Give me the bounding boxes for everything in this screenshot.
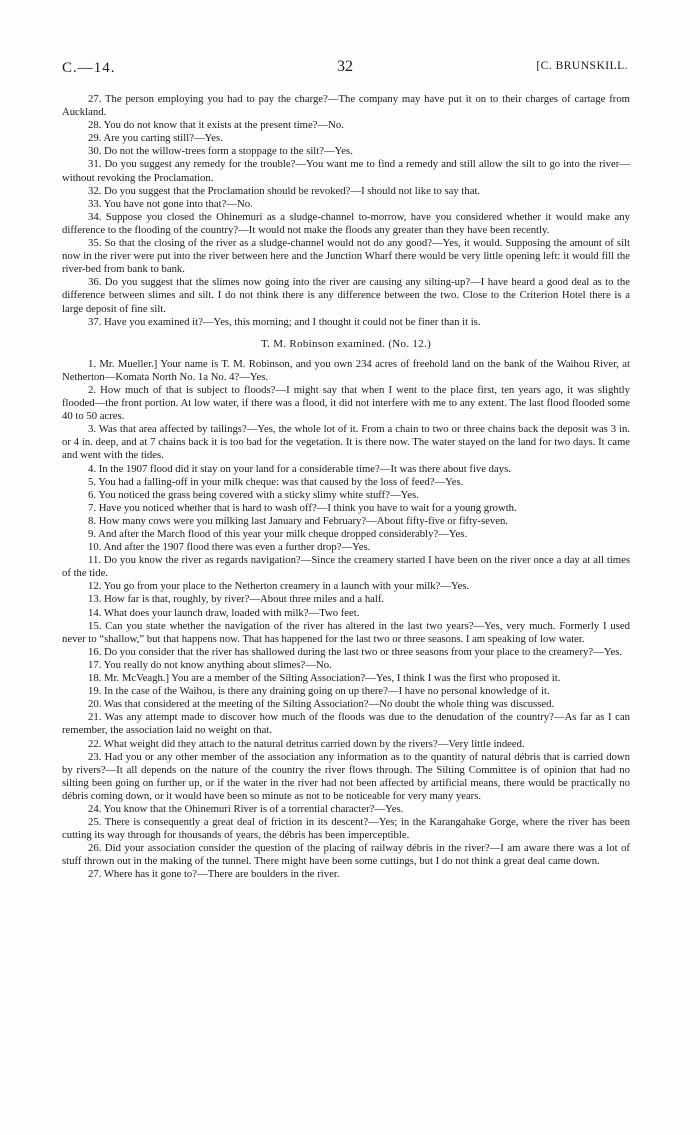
paragraph: 3. Was that area affected by tailings?—Yes, the whole lot of it. From a chain to two or three chains back the deposit was 3 in. or 4 in. deep, and at 7 chains back it is too bad for the vegetation. It is there now. The water stayed on the land for two days. It came and went with the tides.	[62, 423, 630, 462]
paragraph: 23. Had you or any other member of the association any information as to the quantity of natural débris that is carried down by rivers?—It all depends on the nature of the country the river flows through. The Silting Committee is of opinion that had no silting been going on further up, or if the water in the river had not been affected by artificial means, there would be practically no débris coming down, or it would have been so minute as not to be noticeable for very many years.	[62, 750, 630, 802]
paragraph: 8. How many cows were you milking last January and February?—About fifty-five or fifty-seven.	[88, 514, 508, 527]
paragraph: 29. Are you carting still?—Yes.	[88, 132, 223, 145]
paragraph: 27. The person employing you had to pay the charge?—The company may have put it on to their charges of cartage from Auckland.	[62, 93, 630, 119]
paragraph: 10. And after the 1907 flood there was even a further drop?—Yes.	[88, 541, 371, 554]
paragraph: 27. Where has it gone to?—There are boulders in the river.	[88, 868, 340, 881]
paragraph: 32. Do you suggest that the Proclamation should be revoked?—I should not like to say that.	[88, 184, 481, 197]
paragraph: 24. You know that the Ohinemuri River is of a torrential character?—Yes.	[88, 802, 404, 815]
paragraph: 18. Mr. McVeagh.] You are a member of the Silting Association?—Yes, I think I was the first who proposed it.	[88, 672, 561, 685]
paragraph: 2. How much of that is subject to floods?—I might say that when I went to the place first, ten years ago, it was slightly flooded—the front portion. At low water, if there was a flood, it did not interfere with me to any extent. The last flood flooded some 40 to 50 acres.	[62, 383, 630, 423]
paragraph: 30. Do not the willow-trees form a stoppage to the silt?—Yes.	[88, 145, 353, 158]
paragraph: 34. Suppose you closed the Ohinemuri as a sludge-channel to-morrow, have you considered whether it would make any difference to the flooding of the country?—It would not make the floods any greater than they have been recently.	[62, 210, 630, 236]
paragraph: 6. You noticed the grass being covered with a sticky slimy white stuff?—Yes.	[88, 488, 419, 501]
paragraph: 26. Did your association consider the question of the placing of railway débris in the river?—I am aware there was a lot of stuff thrown out in the making of the tunnel. There might have been some cuttings, but I do not think a great deal came down.	[62, 842, 630, 868]
paragraph: 13. How far is that, roughly, by river?—About three miles and a half.	[88, 593, 385, 606]
paragraph: 33. You have not gone into that?—No.	[88, 197, 253, 210]
paragraph: 15. Can you state whether the navigation of the river has altered in the last two years?—Yes, very much. Formerly I used never to “shallow,” but that happens now. That has happened for the last two or three seasons. I am speaking of low water.	[62, 619, 630, 645]
paragraph: 14. What does your launch draw, loaded with milk?—Two feet.	[88, 606, 360, 619]
paragraph: 17. You really do not know anything about slimes?—No.	[88, 658, 332, 671]
paragraph: 20. Was that considered at the meeting of the Silting Association?—No doubt the whole thing was discussed.	[88, 698, 555, 711]
paragraph: 5. You had a falling-off in your milk cheque: was that caused by the loss of feed?—Yes.	[88, 475, 464, 488]
paragraph: 21. Was any attempt made to discover how much of the floods was due to the denudation of the country?—As far as I can remember, the association laid no weight on that.	[62, 711, 630, 737]
page-header	[62, 60, 628, 80]
paragraph: 36. Do you suggest that the slimes now going into the river are causing any silting-up?—I have heard a good deal as to the difference between slimes and silt. I do not think there is any difference between the two. Close to the Criterion Hotel there is a large deposit of fine silt.	[62, 276, 630, 315]
paragraph: 7. Have you noticed whether that is hard to wash off?—I think you have to wait for a young growth.	[88, 501, 517, 514]
paragraph: 19. In the case of the Waihou, is there any draining going on up there?—I have no personal knowledge of it.	[88, 685, 550, 698]
paragraph: 9. And after the March flood of this year your milk cheque dropped considerably?—Yes.	[88, 528, 468, 540]
witness-name: [C. BRUNSKILL.	[536, 60, 628, 72]
paragraph: 37. Have you examined it?—Yes, this morning; and I thought it could not be finer than it is.	[88, 315, 481, 328]
section-heading: T. M. Robinson examined. (No. 12.)	[260, 337, 432, 350]
paragraph: 28. You do not know that it exists at the present time?—No.	[88, 119, 344, 132]
paragraph: 31. Do you suggest any remedy for the trouble?—You want me to find a remedy and still allow the silt to go into the river—without revoking the Proclamation.	[62, 158, 630, 184]
paragraph: 22. What weight did they attach to the natural detritus carried down by the rivers?—Very little indeed.	[88, 737, 525, 750]
paragraph: 25. There is consequently a great deal of friction in its descent?—Yes; in the Karangahake Gorge, where the river has been cutting its way through for thousands of years, the débris has been imperceptible.	[62, 816, 630, 842]
paragraph: 16. Do you consider that the river has shallowed during the last two or three seasons from your place to the creamery?—Yes.	[88, 645, 623, 658]
paragraph: 4. In the 1907 flood did it stay on your land for a considerable time?—It was there about five days.	[88, 462, 511, 475]
paragraph: 1. Mr. Mueller.] Your name is T. M. Robinson, and you own 234 acres of freehold land on the bank of the Waihou River, at Netherton—Komata North No. 1a No. 4?—Yes.	[62, 357, 630, 383]
page-body	[62, 93, 630, 882]
document-reference: C.—14.	[62, 60, 116, 76]
paragraph: 12. You go from your place to the Netherton creamery in a launch with your milk?—Yes.	[88, 580, 470, 593]
paragraph: 35. So that the closing of the river as a sludge-channel would not do any good?—Yes, it would. Supposing the amount of silt now in the river were put into the river between here and the Junction Wharf there would be very little opening left: it would fill the river-bed from bank to bank.	[62, 237, 630, 276]
paragraph: 11. Do you know the river as regards navigation?—Since the creamery started I have been on the river once a day at all times of the tide.	[62, 554, 630, 580]
page-number: 32	[337, 58, 353, 75]
